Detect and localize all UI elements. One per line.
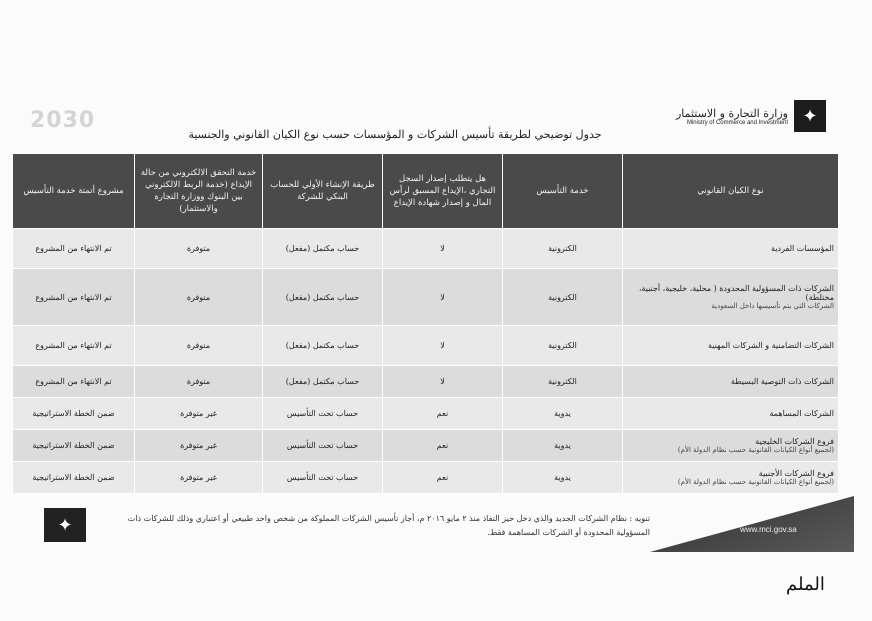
document-title: جدول توضيحي لطريقة تأسيس الشركات و المؤسسات حسب نوع الكيان القانوني والجنسية [188, 128, 602, 141]
service-cell: الكترونية [503, 269, 623, 326]
automation-cell: تم الانتهاء من المشروع [13, 229, 135, 269]
automation-cell: تم الانتهاء من المشروع [13, 326, 135, 366]
entity-name: الشركات التضامنية و الشركات المهنية [708, 341, 834, 350]
col-automation-project: مشروع أتمتة خدمة التأسيس [13, 154, 135, 229]
table-row [13, 229, 839, 269]
requires-cell: لا [383, 366, 503, 398]
entity-cell [623, 229, 839, 269]
automation-cell: تم الانتهاء من المشروع [13, 366, 135, 398]
requires-cell: نعم [383, 462, 503, 494]
service-cell: الكترونية [503, 229, 623, 269]
entity-name: فروع الشركات الخليجية [755, 437, 834, 446]
entity-name: فروع الشركات الأجنبية [758, 469, 834, 478]
ministry-name-ar: وزارة التجارة و الاستثمار [675, 106, 788, 120]
entity-cell [623, 398, 839, 430]
company-formation-table [12, 153, 839, 494]
entity-cell [623, 462, 839, 494]
saudi-emblem-icon: ✦ [44, 508, 86, 542]
table-row [13, 366, 839, 398]
entity-name: المؤسسات الفردية [771, 244, 834, 253]
automation-cell: ضمن الخطة الاستراتيجية [13, 430, 135, 462]
verify-cell: غير متوفرة [135, 398, 263, 430]
entity-name: الشركات ذات المسؤولية المحدودة ( محلية، خليجية، أجنبية، مختلطة) [638, 284, 834, 302]
footer-band [650, 496, 854, 552]
table-row [13, 462, 839, 494]
saudi-emblem-icon: ✦ [794, 100, 826, 132]
bank-cell: حساب تحت التأسيس [263, 462, 383, 494]
bank-cell: حساب مكتمل (مفعل) [263, 326, 383, 366]
service-cell: يدوية [503, 430, 623, 462]
col-entity-type: نوع الكيان القانوني [623, 154, 839, 229]
bank-cell: حساب تحت التأسيس [263, 430, 383, 462]
service-cell: يدوية [503, 398, 623, 430]
verify-cell: متوفرة [135, 326, 263, 366]
col-service: خدمة التأسيس [503, 154, 623, 229]
requires-cell: لا [383, 229, 503, 269]
entity-name: الشركات ذات التوصية البسيطة [730, 377, 834, 386]
verify-cell: غير متوفرة [135, 462, 263, 494]
col-requires-deposit: هل يتطلب إصدار السجل التجاري ،الإيداع المسبق لرأس المال و إصدار شهادة الإيداع [383, 154, 503, 229]
requires-cell: نعم [383, 398, 503, 430]
vision-2030-logo: 2030 [30, 108, 96, 133]
col-electronic-verification: خدمة التحقق الالكتروني من حالة الإيداع (خدمة الربط الالكتروني بين البنوك ووزارة التجارة والاستثمار) [135, 154, 263, 229]
entity-cell [623, 326, 839, 366]
service-cell: الكترونية [503, 326, 623, 366]
col-bank-account: طريقة الإنشاء الأولي للحساب البنكي للشركة [263, 154, 383, 229]
service-cell: الكترونية [503, 366, 623, 398]
bank-cell: حساب مكتمل (مفعل) [263, 366, 383, 398]
table-header-row [13, 154, 839, 229]
automation-cell: تم الانتهاء من المشروع [13, 269, 135, 326]
ministry-names [676, 107, 788, 126]
requires-cell: نعم [383, 430, 503, 462]
verify-cell: غير متوفرة [135, 430, 263, 462]
entity-cell [623, 366, 839, 398]
bank-cell: حساب مكتمل (مفعل) [263, 269, 383, 326]
bank-cell: حساب مكتمل (مفعل) [263, 229, 383, 269]
entity-cell [623, 269, 839, 326]
ministry-header [676, 100, 826, 132]
service-cell: يدوية [503, 462, 623, 494]
automation-cell: ضمن الخطة الاستراتيجية [13, 398, 135, 430]
entity-name: الشركات المساهمة [769, 409, 834, 418]
table-row [13, 326, 839, 366]
handwritten-signature: الملم [786, 574, 825, 595]
requires-cell: لا [383, 326, 503, 366]
bank-cell: حساب تحت التأسيس [263, 398, 383, 430]
website-link[interactable]: www.mci.gov.sa [740, 525, 797, 534]
verify-cell: متوفرة [135, 229, 263, 269]
entity-cell [623, 430, 839, 462]
footer-note: تنويه : نظام الشركات الجديد والذي دخل حيز النفاذ منذ ٢ مايو ٢٠١٦ م، أجاز تأسيس الشركات المملوكة من شخص واحد طبيعي أو اعتباري وذلك للشركات ذات المسؤولية المحدودة أو الشركات المساهمة فقط. [127, 514, 650, 537]
verify-cell: متوفرة [135, 269, 263, 326]
automation-cell: ضمن الخطة الاستراتيجية [13, 462, 135, 494]
ministry-name-en: Ministry of Commerce and Investment [686, 119, 788, 126]
table-row [13, 398, 839, 430]
table-row [13, 269, 839, 326]
requires-cell: لا [383, 269, 503, 326]
table-row [13, 430, 839, 462]
entity-subtext: (لجميع أنواع الكيانات القانونية حسب نظام الدولة الأم) [677, 478, 834, 486]
entity-subtext: الشركات التي يتم تأسيسها داخل السعودية [711, 302, 834, 310]
entity-subtext: (لجميع أنواع الكيانات القانونية حسب نظام الدولة الأم) [677, 446, 834, 454]
verify-cell: متوفرة [135, 366, 263, 398]
